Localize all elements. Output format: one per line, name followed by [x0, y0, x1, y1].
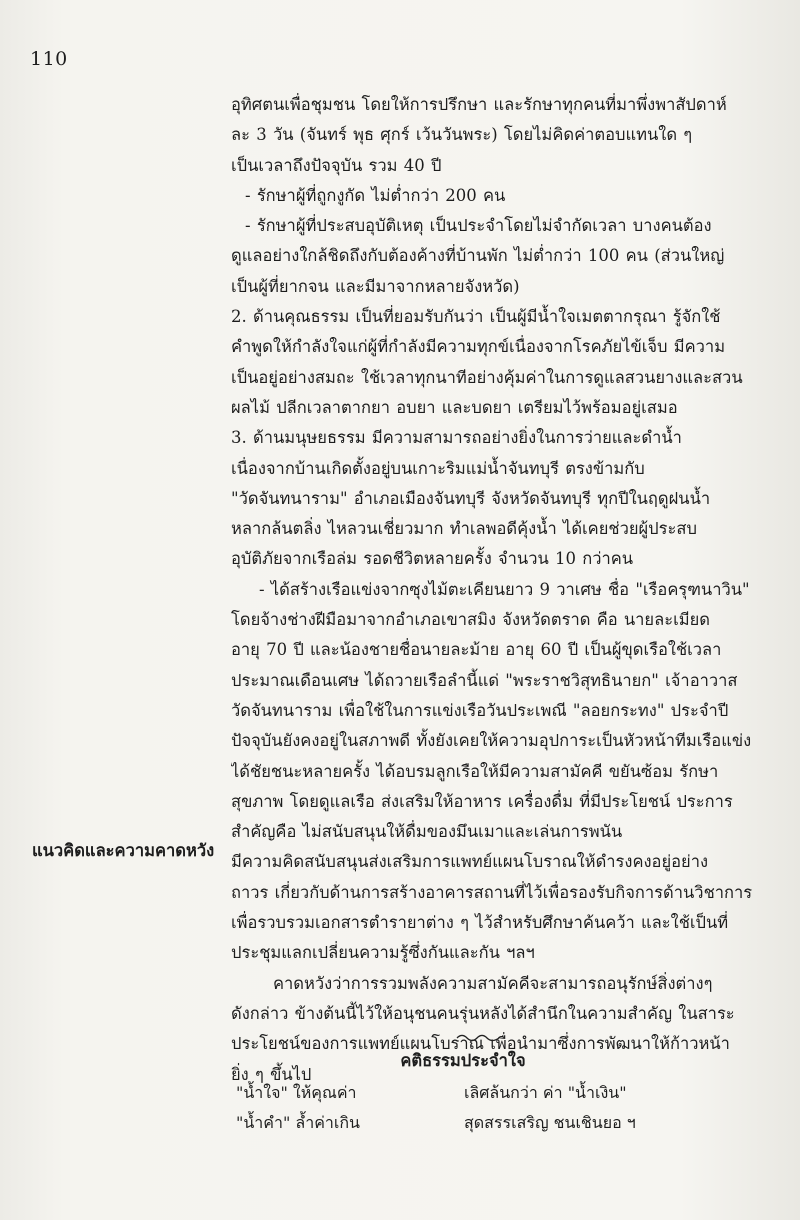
body-line: อายุ 70 ปี และน้องชายชื่อนายละม้าย อายุ 60 ปี เป็นผู้ขุดเรือใช้เวลา — [231, 640, 722, 660]
body-line: ถาวร เกี่ยวกับด้านการสร้างอาคารสถานที่ไว้เพื่อรองรับกิจการด้านวิชาการ — [231, 882, 753, 902]
body-line: ยิ่ง ๆ ขึ้นไป — [231, 1064, 312, 1084]
poem-verse-right: เลิศล้นกว่า ค่า "น้ำเงิน" — [464, 1083, 627, 1102]
body-line: เป็นเวลาถึงปัจจุบัน รวม 40 ปี — [231, 155, 442, 175]
body-line: - ได้สร้างเรือแข่งจากซุงไม้ตะเคียนยาว 9 วาเศษ ชื่อ "เรือครุฑนาวิน" — [259, 579, 750, 599]
side-heading: แนวคิดและความคาดหวัง — [32, 841, 215, 860]
body-line: ละ 3 วัน (จันทร์ พุธ ศุกร์ เว้นวันพระ) โดยไม่คิดค่าตอบแทนใด ๆ — [231, 125, 693, 145]
body-line: อุบัติภัยจากเรือล่ม รอดชีวิตหลายครั้ง จำนวน 10 กว่าคน — [231, 549, 634, 569]
poem-row — [236, 1078, 756, 1108]
body-line: - รักษาผู้ที่ประสบอุบัติเหตุ เป็นประจำโดยไม่จำกัดเวลา บางคนต้อง — [245, 216, 712, 236]
body-line: อุทิศตนเพื่อชุมชน โดยให้การปรึกษา และรักษาทุกคนที่มาพึ่งพาสัปดาห์ — [231, 95, 727, 114]
poem — [236, 1078, 756, 1138]
body-line: เนื่องจากบ้านเกิดตั้งอยู่บนเกาะริมแม่น้ำจันทบุรี ตรงข้ามกับ — [231, 458, 645, 478]
poem-title: คติธรรมประจำใจ — [400, 1051, 526, 1070]
body-line: ปัจจุบันยังคงอยู่ในสภาพดี ทั้งยังเคยให้ความอุปการะเป็นหัวหน้าทีมเรือแข่ง — [231, 731, 752, 751]
body-line: สุขภาพ โดยดูแลเรือ ส่งเสริมให้อาหาร เครื่องดื่ม ที่มีประโยชน์ ประการ — [231, 791, 733, 811]
body-line: เป็นอยู่อย่างสมถะ ใช้เวลาทุกนาทีอย่างคุ้มค่าในการดูแลสวนยางและสวน — [231, 367, 743, 387]
wavy-divider-icon — [456, 1032, 500, 1042]
body-line: เพื่อรวบรวมเอกสารตำรายาต่าง ๆ ไว้สำหรับศึกษาค้นคว้า และใช้เป็นที่ — [231, 913, 729, 933]
page-number: 110 — [30, 48, 68, 70]
body-line: ประโยชน์ของการแพทย์แผนโบราณ เพื่อนำมาซึ่งการพัฒนาให้ก้าวหน้า — [231, 1034, 730, 1054]
body-line: ดังกล่าว ข้างต้นนี้ไว้ให้อนุชนคนรุ่นหลังได้สำนึกในความสำคัญ ในสาระ — [231, 1003, 735, 1023]
body-line: หลากล้นตลิ่ง ไหลวนเชี่ยวมาก ทำเลพอดีคุ้งน้ำ ได้เคยช่วยผู้ประสบ — [231, 519, 697, 539]
body-line: วัดจันทนาราม เพื่อใช้ในการแข่งเรือวันประเพณี "ลอยกระทง" ประจำปี — [231, 700, 729, 720]
body-line: สำคัญคือ ไม่สนับสนุนให้ดื่มของมึนเมาและเล่นการพนัน — [231, 822, 623, 842]
body-line: - รักษาผู้ที่ถูกงูกัด ไม่ต่ำกว่า 200 คน — [245, 185, 506, 205]
body-line: คำพูดให้กำลังใจแก่ผู้ที่กำลังมีความทุกข์เนื่องจากโรคภัยไข้เจ็บ มีความ — [231, 337, 726, 357]
body-line: ดูแลอย่างใกล้ชิดถึงกับต้องค้างที่บ้านพัก ไม่ต่ำกว่า 100 คน (ส่วนใหญ่ — [231, 246, 725, 266]
body-line: ประมาณเดือนเศษ ได้ถวายเรือลำนี้แด่ "พระราชวิสุทธินายก" เจ้าอาวาส — [231, 670, 738, 690]
body-line: มีความคิดสนับสนุนส่งเสริมการแพทย์แผนโบราณให้ดำรงคงอยู่อย่าง — [231, 852, 709, 872]
body-line: 3. ด้านมนุษยธรรม มีความสามารถอย่างยิ่งในการว่ายและดำน้ำ — [231, 428, 682, 448]
poem-verse-right: สุดสรรเสริญ ชนเชินยอ ฯ — [464, 1113, 636, 1132]
body-line: ผลไม้ ปลีกเวลาตากยา อบยา และบดยา เตรียมไว้พร้อมอยู่เสมอ — [231, 397, 678, 417]
poem-row — [236, 1108, 756, 1138]
body-line: "วัดจันทนาราม" อำเภอเมืองจันทบุรี จังหวัดจันทบุรี ทุกปีในฤดูฝนน้ำ — [231, 488, 711, 508]
body-line: ได้ชัยชนะหลายครั้ง ได้อบรมลูกเรือให้มีความสามัคคี ขยันซ้อม รักษา — [231, 761, 719, 781]
body-line: 2. ด้านคุณธรรม เป็นที่ยอมรับกันว่า เป็นผู้มีน้ำใจเมตตากรุณา รู้จักใช้ — [231, 307, 721, 327]
poem-verse-left: "น้ำคำ" ล้ำค่าเกิน — [236, 1113, 360, 1132]
body-line: คาดหวังว่าการรวมพลังความสามัคคีจะสามารถอนุรักษ์สิ่งต่างๆ — [273, 973, 713, 993]
body-line: เป็นผู้ที่ยากจน และมีมาจากหลายจังหวัด) — [231, 276, 520, 296]
body-line: โดยจ้างช่างฝีมือมาจากอำเภอเขาสมิง จังหวัดตราด คือ นายละเมียด — [231, 610, 710, 630]
body-line: ประชุมแลกเปลี่ยนความรู้ซึ่งกันและกัน ฯลฯ — [231, 943, 535, 963]
body-text — [231, 90, 761, 1090]
poem-verse-left: "น้ำใจ" ให้คุณค่า — [236, 1083, 357, 1102]
